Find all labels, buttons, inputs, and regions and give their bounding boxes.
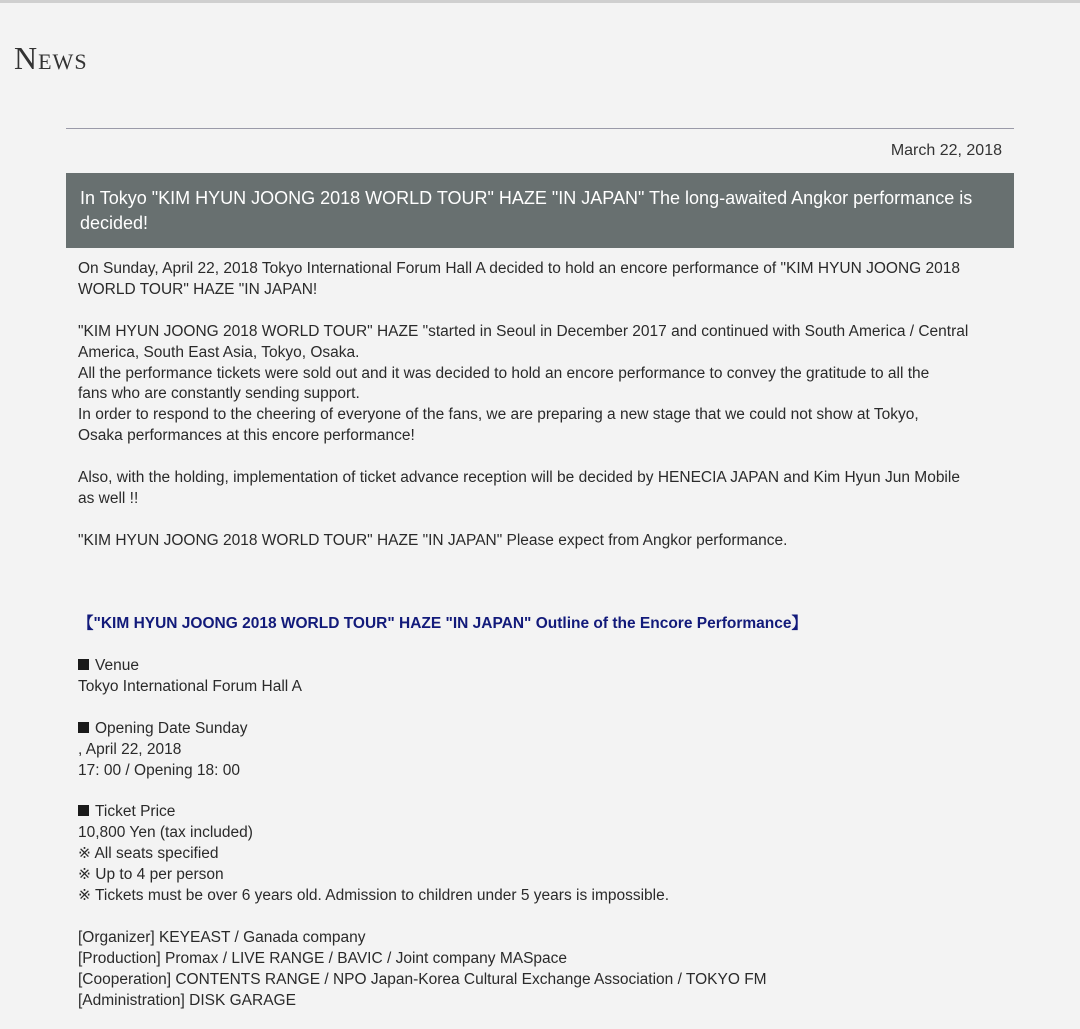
opening-time: 17: 00 / Opening 18: 00 <box>78 761 241 779</box>
paragraph-line: America, South East Asia, Tokyo, Osaka. <box>78 343 360 361</box>
article-headline: In Tokyo "KIM HYUN JOONG 2018 WORLD TOUR" HAZE "IN JAPAN" The long-awaited Angkor performance is decided! <box>80 188 973 233</box>
paragraph-line: Also, with the holding, implementation of ticket advance reception will be decided by HENECIA JAPAN and Kim Hyun Jun Mobile <box>78 469 960 487</box>
opening-date: , April 22, 2018 <box>78 740 182 758</box>
paragraph-line: Osaka performances at this encore performance! <box>78 427 415 445</box>
square-bullet-icon <box>78 659 89 670</box>
page-title: News <box>14 40 88 76</box>
article-body <box>78 259 1008 1011</box>
outline-heading: 【"KIM HYUN JOONG 2018 WORLD TOUR" HAZE "IN JAPAN" Outline of the Encore Performance】 <box>78 615 808 633</box>
paragraph-line: as well !! <box>78 489 139 507</box>
divider <box>66 128 1014 129</box>
square-bullet-icon <box>78 805 89 816</box>
top-border <box>0 0 1080 3</box>
venue-value: Tokyo International Forum Hall A <box>78 678 302 696</box>
ticket-label-row <box>78 802 1008 823</box>
ticket-note: ※ Up to 4 per person <box>78 866 224 884</box>
article-date: March 22, 2018 <box>890 142 1002 159</box>
square-bullet-icon <box>78 722 89 733</box>
paragraph-line: fans who are constantly sending support. <box>78 385 360 403</box>
credit-administration: [Administration] DISK GARAGE <box>78 991 296 1009</box>
paragraph-line: On Sunday, April 22, 2018 Tokyo International Forum Hall A decided to hold an encore performance of "KIM HYUN JOONG 2018 <box>78 260 961 277</box>
credit-cooperation: [Cooperation] CONTENTS RANGE / NPO Japan-Korea Cultural Exchange Association / TOKYO FM <box>78 970 767 988</box>
opening-label: Opening Date Sunday <box>95 719 248 737</box>
opening-label-row <box>78 719 1008 740</box>
ticket-note: ※ Tickets must be over 6 years old. Admission to children under 5 years is impossible. <box>78 887 670 905</box>
paragraph-line: All the performance tickets were sold out and it was decided to hold an encore performance to convey the gratitude to all the <box>78 364 930 382</box>
venue-label: Venue <box>95 657 139 675</box>
paragraph-line: WORLD TOUR" HAZE "IN JAPAN! <box>78 280 318 298</box>
venue-label-row <box>78 656 1008 677</box>
ticket-label: Ticket Price <box>95 803 176 821</box>
credit-organizer: [Organizer] KEYEAST / Ganada company <box>78 928 366 946</box>
credit-production: [Production] Promax / LIVE RANGE / BAVIC / Joint company MASpace <box>78 949 568 967</box>
paragraph-line: In order to respond to the cheering of everyone of the fans, we are preparing a new stage that we could not show at Tokyo, <box>78 406 919 424</box>
paragraph-line: "KIM HYUN JOONG 2018 WORLD TOUR" HAZE "started in Seoul in December 2017 and continued with South America / Central <box>78 322 969 340</box>
article-headline-box <box>66 173 1014 248</box>
paragraph-line: "KIM HYUN JOONG 2018 WORLD TOUR" HAZE "IN JAPAN" Please expect from Angkor performance. <box>78 531 788 549</box>
ticket-price: 10,800 Yen (tax included) <box>78 824 253 842</box>
ticket-note: ※ All seats specified <box>78 845 219 863</box>
